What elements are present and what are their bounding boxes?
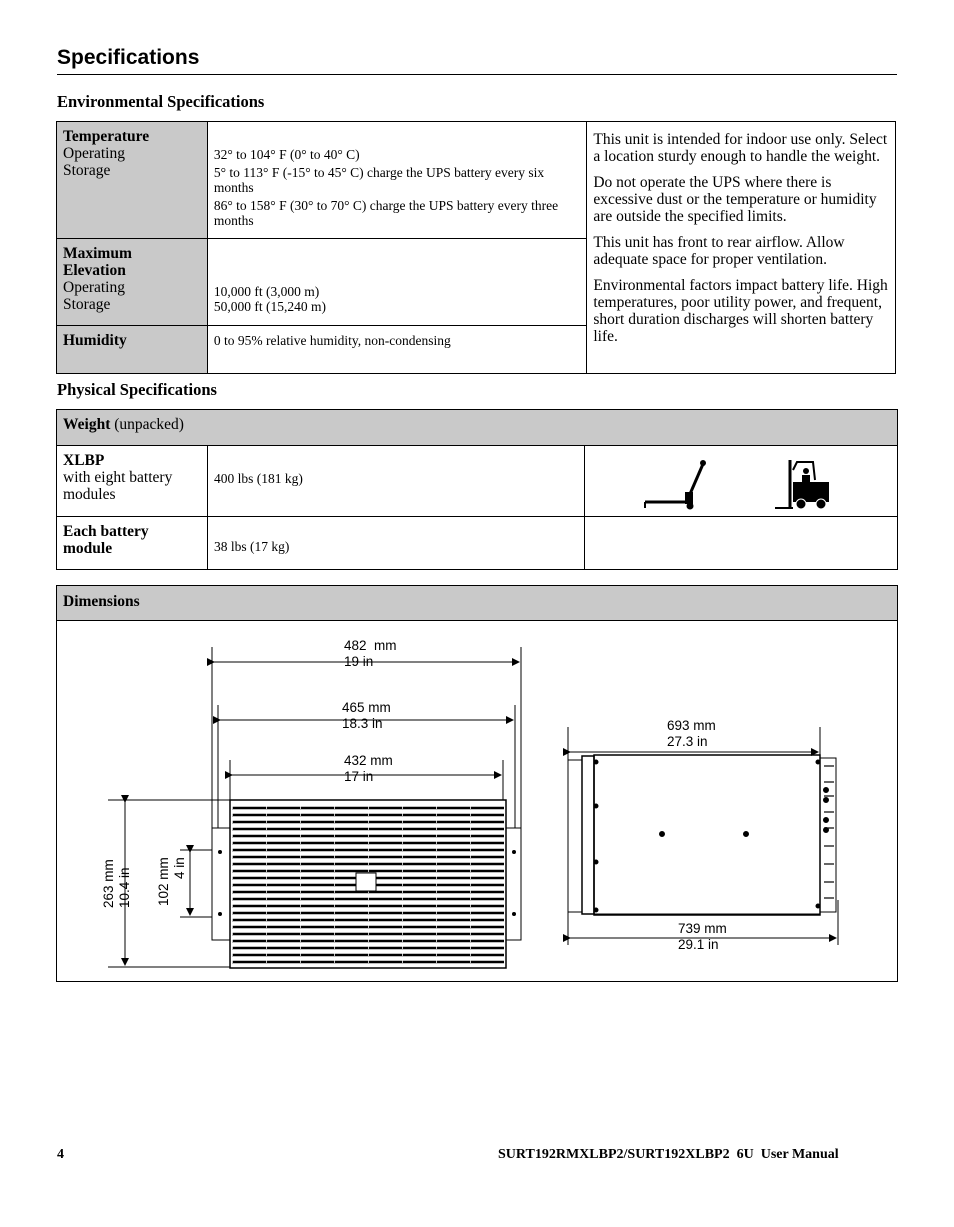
- manual-title: SURT192RMXLBP2/SURT192XLBP2 6U User Manual: [498, 1147, 839, 1162]
- battery-label: Each battery module: [63, 523, 149, 557]
- elevation-label-2: Elevation: [63, 262, 126, 279]
- environmental-heading: Environmental Specifications: [57, 92, 265, 111]
- xlbp-sub: with eight battery modules: [63, 469, 173, 503]
- elevation-operating-label: Operating: [63, 279, 125, 296]
- dim-693-mm: 693 mm: [667, 718, 716, 733]
- side-view: [568, 755, 836, 915]
- dim-739-in: 29.1 in: [678, 937, 719, 952]
- battery-value: 38 lbs (17 kg): [213, 539, 290, 554]
- dim-263-in: 10.4 in: [117, 867, 132, 908]
- dimensions-header: Dimensions: [57, 586, 897, 621]
- note-dust: Do not operate the UPS where there is excessive dust or the temperature or humidity are outside the specified limits.: [593, 174, 877, 225]
- page-number: 4: [57, 1147, 64, 1162]
- temperature-operating-value: 32° to 104° F (0° to 40° C): [213, 147, 360, 162]
- humidity-label: Humidity: [63, 332, 127, 349]
- elevation-operating-value: 10,000 ft (3,000 m): [213, 284, 320, 299]
- humidity-value: 0 to 95% relative humidity, non-condensing: [213, 333, 451, 348]
- dim-739-label: [678, 921, 727, 953]
- dim-465-in: 18.3 in: [342, 716, 383, 731]
- dim-102-label: [156, 857, 188, 906]
- weight-suffix: (unpacked): [114, 416, 184, 433]
- temperature-storage-value-1: 5° to 113° F (-15° to 45° C) charge the UPS battery every six months: [213, 165, 545, 195]
- dim-263-mm: 263 mm: [101, 859, 116, 908]
- dim-693-in: 27.3 in: [667, 734, 708, 749]
- temperature-operating-label: Operating: [63, 145, 125, 162]
- page-title: Specifications: [57, 46, 200, 69]
- dim-465-mm: 465 mm: [342, 700, 391, 715]
- dim-432-in: 17 in: [344, 769, 374, 784]
- dim-693-label: [667, 718, 716, 750]
- dim-432-mm: 432 mm: [344, 753, 393, 768]
- dim-432-label: [344, 753, 393, 785]
- dim-739-mm: 739 mm: [678, 921, 727, 936]
- temperature-storage-label: Storage: [63, 162, 111, 179]
- dim-482-in: 19 in: [344, 654, 374, 669]
- physical-heading: Physical Specifications: [57, 380, 217, 399]
- note-airflow: This unit has front to rear airflow. Allow adequate space for proper ventilation.: [593, 234, 845, 268]
- elevation-label-1: Maximum: [63, 245, 132, 262]
- weight-label: Weight: [63, 416, 111, 433]
- dim-263-label: [101, 859, 133, 908]
- dim-102-mm: 102 mm: [156, 857, 171, 906]
- dim-482-mm: 482 mm: [344, 638, 397, 653]
- temperature-label: Temperature: [63, 128, 150, 145]
- dim-465-label: [342, 700, 391, 732]
- front-view: [212, 800, 521, 968]
- xlbp-label: XLBP: [63, 452, 105, 469]
- note-battery-life: Environmental factors impact battery life. High temperatures, poor utility power, and frequent, short duration discharges will shorten battery life.: [593, 277, 888, 345]
- dim-482-label: [344, 638, 397, 670]
- xlbp-value: 400 lbs (181 kg): [213, 471, 303, 486]
- note-indoor: This unit is intended for indoor use only. Select a location sturdy enough to handle the weight.: [593, 131, 888, 165]
- elevation-storage-label: Storage: [63, 296, 111, 313]
- temperature-storage-value-2: 86° to 158° F (30° to 70° C) charge the UPS battery every three months: [213, 198, 559, 228]
- dim-102-in: 4 in: [172, 857, 187, 879]
- elevation-storage-value: 50,000 ft (15,240 m): [213, 299, 327, 314]
